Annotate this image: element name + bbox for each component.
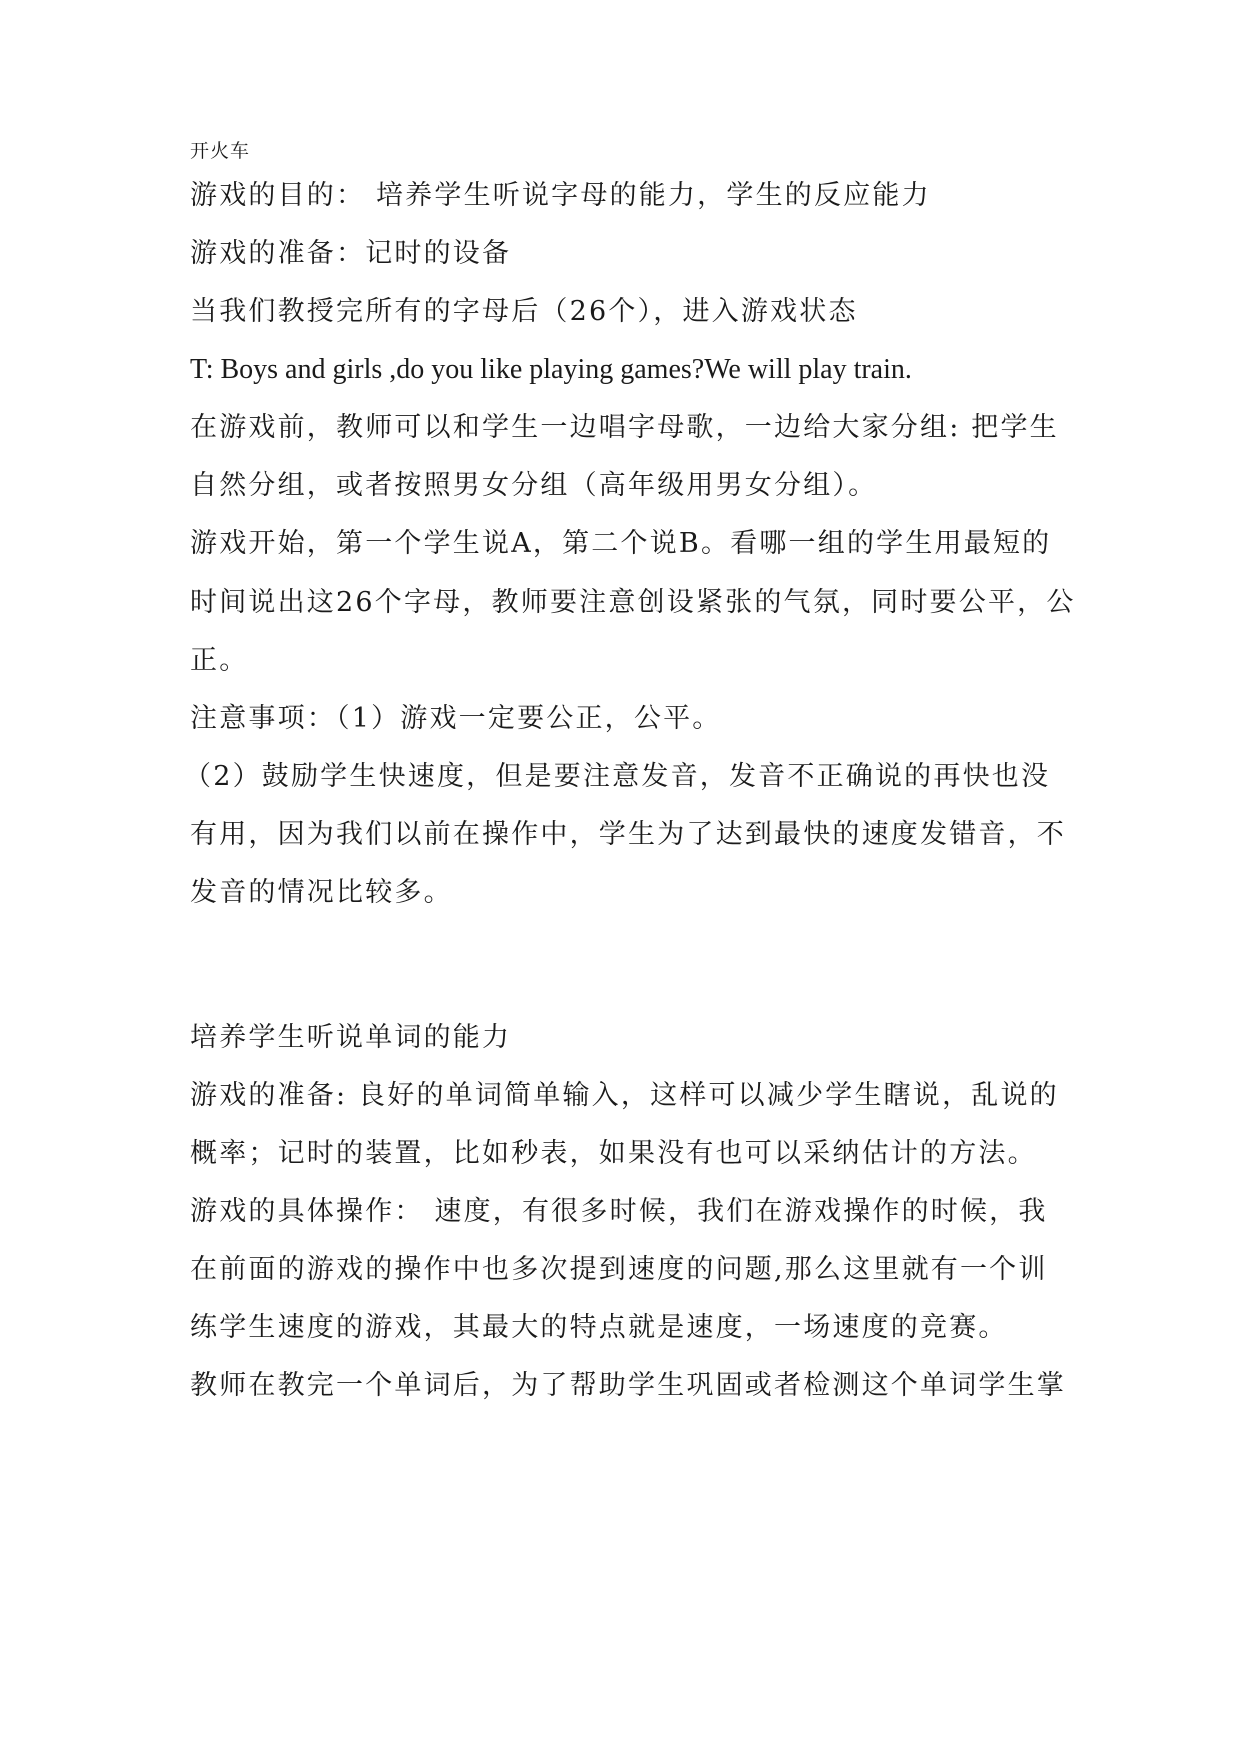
text-line-timing-device: 概率；记时的装置，比如秒表，如果没有也可以采纳估计的方法。 [190,1138,1037,1169]
text-line-grouping: 自然分组，或者按照男女分组（高年级用男女分组）。 [190,470,878,501]
heading-kaihuoche: 开火车 [190,140,251,162]
text-line-speed-problem: 在前面的游戏的操作中也多次提到速度的问题,那么这里就有一个训 [190,1254,1048,1285]
text-line-notes-2-end: 发音的情况比较多。 [190,877,453,908]
text-line-speed-game: 练学生速度的游戏，其最大的特点就是速度，一场速度的竞赛。 [190,1312,1008,1343]
text-line-notes-2-cont: 有用，因为我们以前在操作中，学生为了达到最快的速度发错音，不 [190,819,1066,850]
text-line-fair: 正。 [190,645,249,676]
text-line-game-purpose: 游戏的目的： 培养学生听说字母的能力，学生的反应能力 [190,180,931,211]
text-line-specific-operation: 游戏的具体操作： 速度，有很多时候，我们在游戏操作的时候，我 [190,1196,1048,1227]
text-line-game-start: 游戏开始，第一个学生说A，第二个说B。看哪一组的学生用最短的 [190,528,1052,559]
text-line-notes-2: （2）鼓励学生快速度，但是要注意发音，发音不正确说的再快也没 [184,761,1051,792]
text-line-after-teaching: 当我们教授完所有的字母后（26个），进入游戏状态 [190,296,858,327]
text-line-26-letters: 时间说出这26个字母，教师要注意创设紧张的气氛，同时要公平，公 [190,587,1076,618]
text-line-before-game: 在游戏前，教师可以和学生一边唱字母歌，一边给大家分组: 把学生 [190,412,1059,443]
text-line-word-preparation: 游戏的准备: 良好的单词简单输入，这样可以减少学生瞎说，乱说的 [190,1080,1059,1111]
section-heading-word-ability: 培养学生听说单词的能力 [190,1022,512,1053]
text-line-notes-1: 注意事项：（1）游戏一定要公正，公平。 [190,703,722,734]
text-line-game-preparation: 游戏的准备：记时的设备 [190,238,512,269]
text-line-english-dialogue: T: Boys and girls ,do you like playing games?We will play train. [190,354,912,385]
text-line-teacher-after-word: 教师在教完一个单词后，为了帮助学生巩固或者检测这个单词学生掌 [190,1370,1066,1401]
